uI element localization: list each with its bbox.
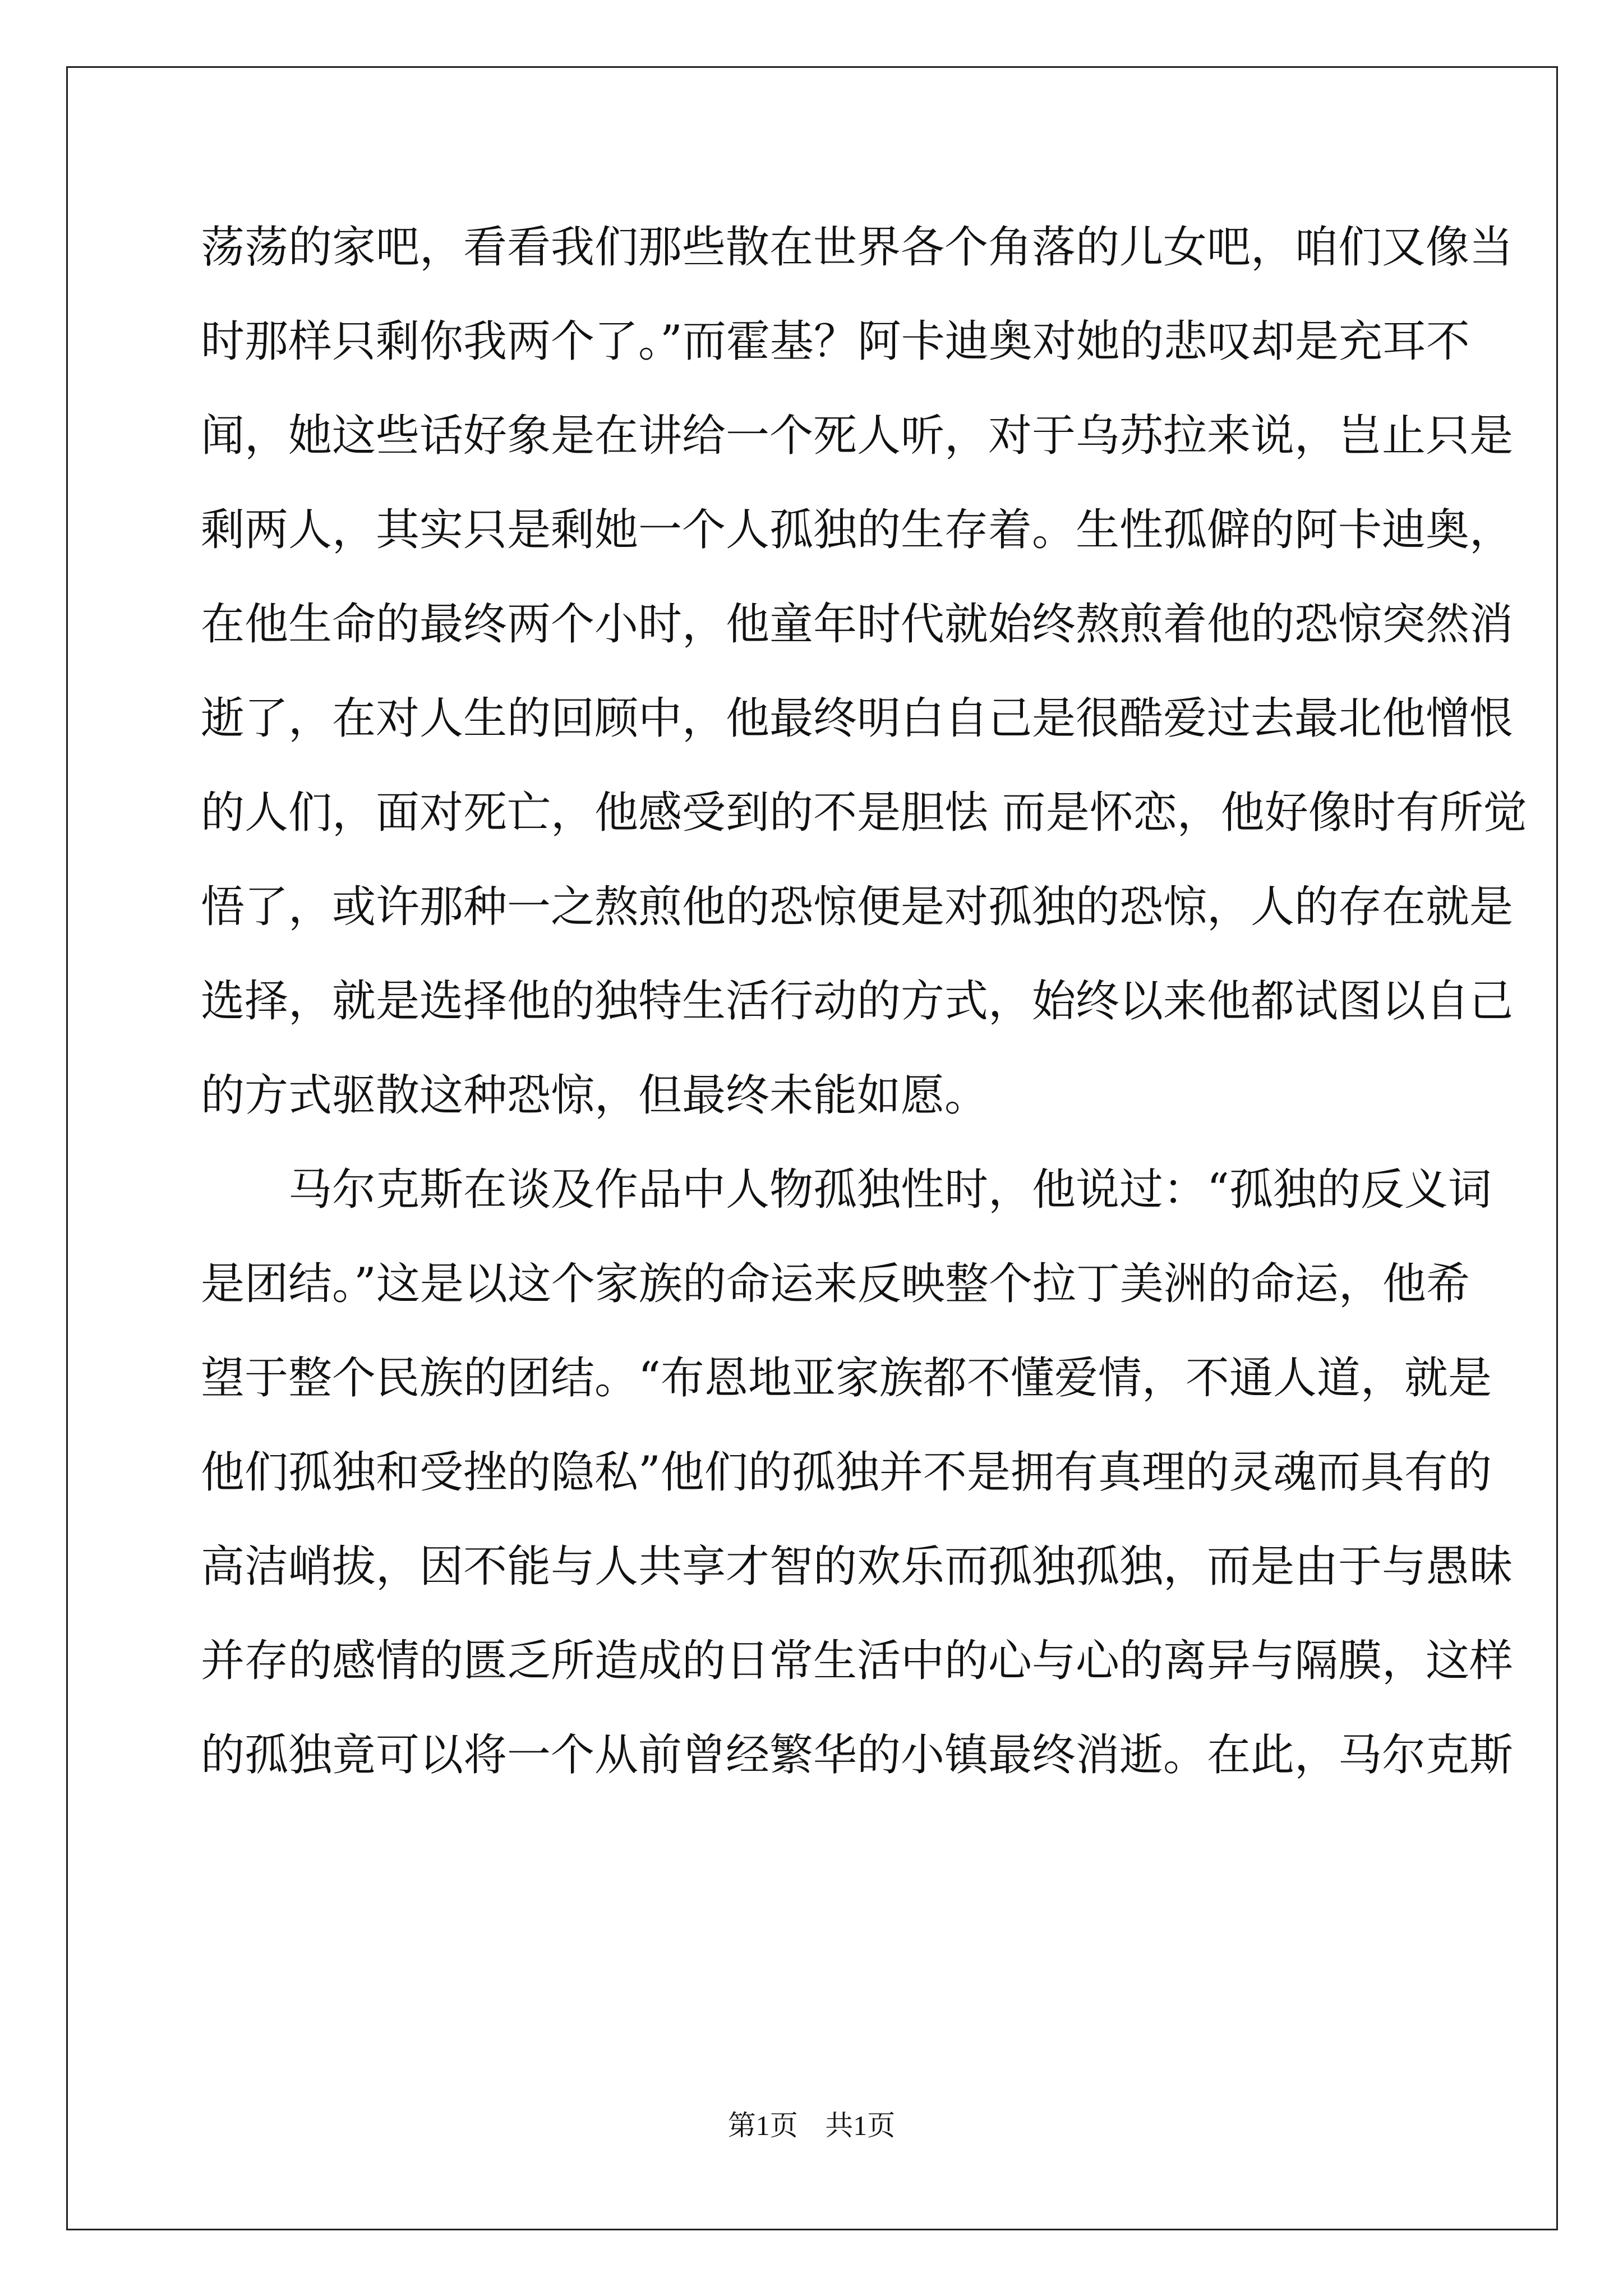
text-line: 闻，她这些话好象是在讲给一个死人听，对于乌苏拉来说，岂止只是 bbox=[201, 411, 1514, 461]
page-total: 共1页 bbox=[825, 2110, 896, 2141]
text-line: 并存的感情的匮乏所造成的日常生活中的心与心的离异与隔膜，这样 bbox=[201, 1636, 1514, 1686]
text-line: 在他生命的最终两个小时，他童年时代就始终熬煎着他的恐惊突然消 bbox=[201, 599, 1514, 650]
text-line: 悟了，或许那种一之熬煎他的恐惊便是对孤独的恐惊，人的存在就是 bbox=[201, 882, 1514, 932]
document-body bbox=[201, 200, 1527, 1802]
text-line: 选择，就是选择他的独特生活行动的方式，始终以来他都试图以自己 bbox=[201, 976, 1514, 1027]
text-line: 剩两人，其实只是剩她一个人孤独的生存着。生性孤僻的阿卡迪奥， bbox=[201, 505, 1514, 555]
text-line: 的人们，面对死亡，他感受到的不是胆怯 而是怀恋，他好像时有所觉 bbox=[201, 788, 1527, 838]
paragraph-first-line: 马尔克斯在谈及作品中人物孤独性时，他说过：“孤独的反义词 bbox=[288, 1165, 1492, 1215]
text-line: 时那样只剩你我两个了。”而霍基？阿卡迪奥对她的悲叹却是充耳不 bbox=[201, 316, 1470, 367]
page-footer bbox=[0, 2106, 1623, 2145]
text-line: 望于整个民族的团结。“布恩地亚家族都不懂爱情，不通人道，就是 bbox=[201, 1353, 1492, 1404]
page-number: 第1页 bbox=[727, 2110, 798, 2141]
text-line: 逝了，在对人生的回顾中，他最终明白自己是很酷爱过去最北他憎恨 bbox=[201, 693, 1514, 744]
text-line: 的孤独竟可以将一个从前曾经繁华的小镇最终消逝。在此，马尔克斯 bbox=[201, 1730, 1514, 1780]
text-line: 荡荡的家吧，看看我们那些散在世界各个角落的儿女吧，咱们又像当 bbox=[201, 222, 1514, 273]
text-line: 的方式驱散这种恐惊，但最终未能如愿。 bbox=[201, 1070, 989, 1121]
text-line: 是团结。”这是以这个家族的命运来反映整个拉丁美洲的命运，他希 bbox=[201, 1259, 1470, 1309]
text-line: 高洁峭拔，因不能与人共享才智的欢乐而孤独孤独，而是由于与愚昧 bbox=[201, 1542, 1514, 1592]
text-line: 他们孤独和受挫的隐私”他们的孤独并不是拥有真理的灵魂而具有的 bbox=[201, 1447, 1492, 1498]
